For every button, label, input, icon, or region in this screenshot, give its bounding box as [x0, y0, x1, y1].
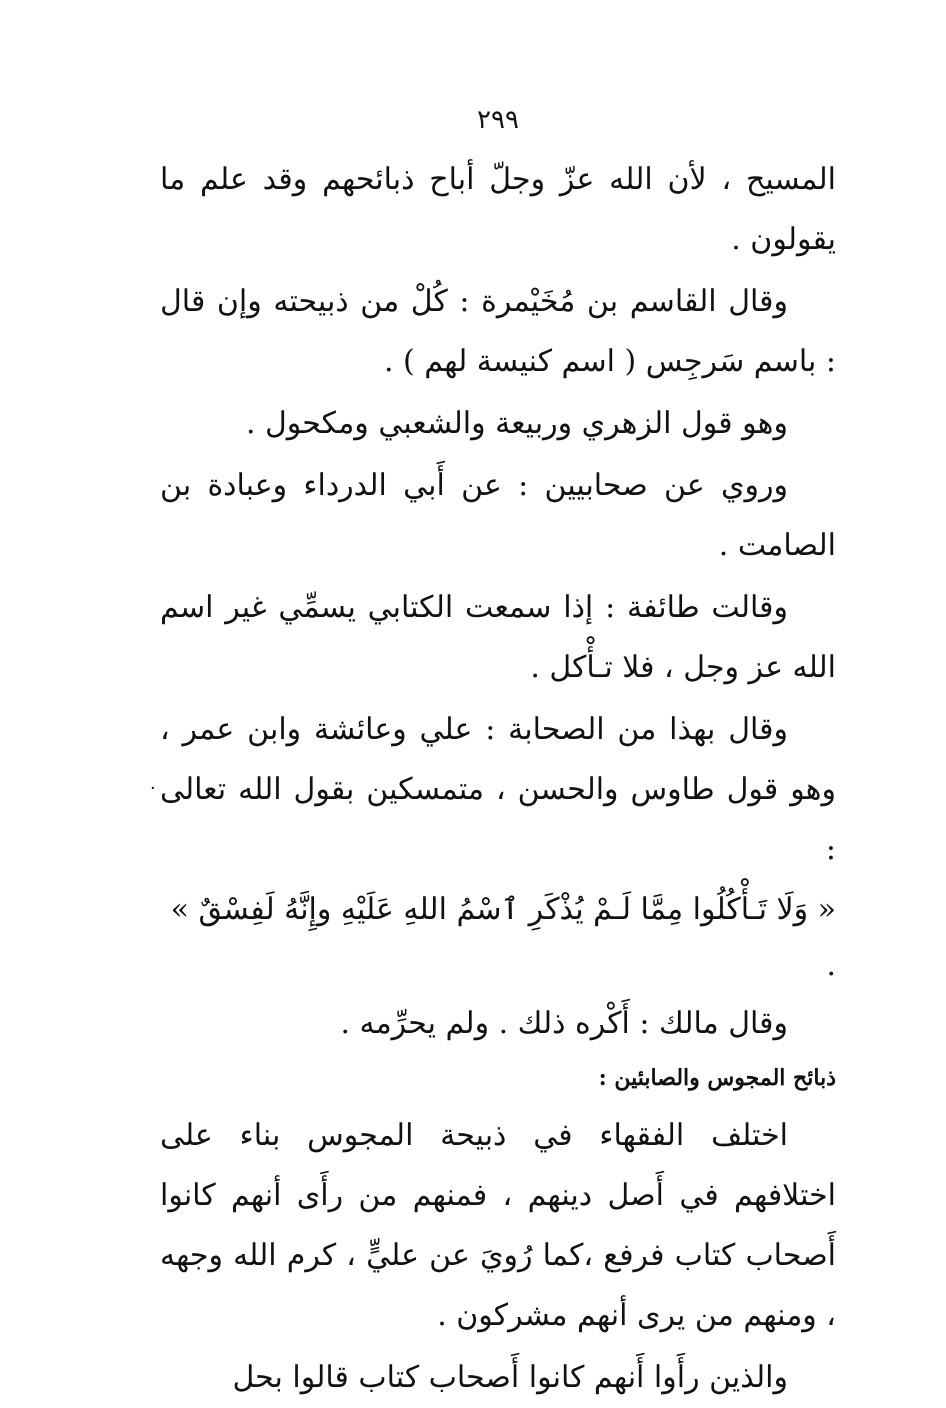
section-paragraph-2: والذين رأَوا أَنهم كانوا أَصحاب كتاب قالوا بحل — [232, 1360, 788, 1395]
paragraph-5: وقالت طائفة : إذا سمعت الكتابي يسمِّي غير اسم الله عز وجل ، فلا تـأْكل . — [160, 590, 836, 685]
paragraph-3: وهو قول الزهري وربيعة والشعبي ومكحول . — [245, 406, 788, 441]
paragraph-7: وقال مالك : أَكْره ذلك . ولم يحرِّمه . — [340, 1006, 788, 1041]
section-paragraph-1: اختلف الفقهاء في ذبيحة المجوس بناء على اختلافهم في أَصل دينهم ، فمنهم من رأَى أنهم كانوا أَصحاب كتاب فرفع ،كما رُويَ عن عليٍّ ، كرم الله وجهه ، ومنهم من يرى أنهم مشركون . — [160, 1118, 836, 1333]
page-number: ٢٩٩ — [477, 105, 519, 135]
quran-verse: « وَلَا تَـأْكُلُوا مِمَّا لَـمْ يُذْكَرِ ٱسْمُ اللهِ عَلَيْهِ وإِنَّهُ لَفِسْقٌ » . — [170, 892, 836, 983]
paragraph-2: وقال القاسم بن مُخَيْمرة : كُلْ من ذبيحته وإن قال : باسم سَرجِس ( اسم كنيسة لهم ) . — [160, 284, 836, 379]
paragraph-6: وقال بهذا من الصحابة : علي وعائشة وابن عمر ، وهو قول طاوس والحسن ، متمسكين بقول الله تعالى : — [160, 712, 836, 867]
book-page — [160, 100, 836, 1395]
paragraph-4: وروي عن صحابيين : عن أَبي الدرداء وعبادة بن الصامت . — [160, 468, 836, 563]
section-heading: ذبائح المجوس والصابئين : — [598, 1065, 836, 1091]
paragraph-1: المسيح ، لأن الله عزّ وجلّ أباح ذبائحهم وقد علم ما يقولون . — [160, 162, 836, 257]
print-speck: · — [150, 778, 156, 799]
